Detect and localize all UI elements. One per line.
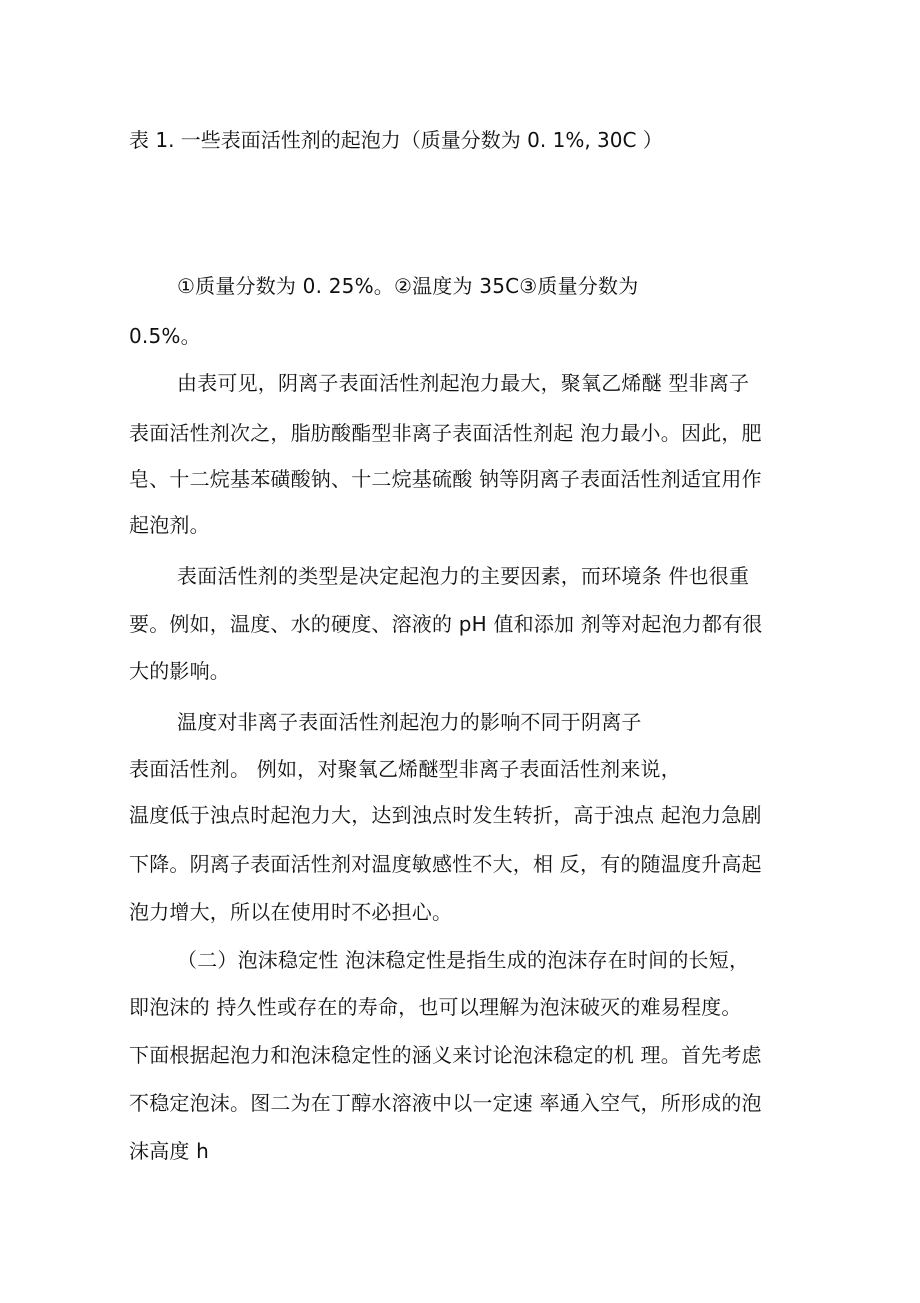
footnote-line: ①质量分数为 0. 25%。②温度为 35C③质量分数为 [177,274,639,298]
section-heading-line: （二）泡沫稳定性 泡沫稳定性是指生成的泡沫存在时间的长短， [177,948,750,972]
paragraph-line: 由表可见，阴离子表面活性剂起泡力最大，聚氧乙烯醚 型非离子 [177,371,750,395]
paragraph-line: 即泡沫的 持久性或存在的寿命，也可以理解为泡沫破灭的难易程度。 [129,995,742,1019]
paragraph-line: 下面根据起泡力和泡沫稳定性的涵义来讨论泡沫稳定的机 理。首先考虑 [129,1043,762,1067]
paragraph-line: 表面活性剂。 例如，对聚氧乙烯醚型非离子表面活性剂来说， [129,757,681,781]
paragraph-line: 皂、十二烷基苯磺酸钠、十二烷基硫酸 钠等阴离子表面活性剂适宜用作 [129,467,762,491]
paragraph-line: 沫高度 h [129,1139,210,1163]
paragraph-line: 表面活性剂次之，脂肪酸酯型非离子表面活性剂起 泡力最小。因此，肥 [129,421,762,445]
paragraph-line: 温度对非离子表面活性剂起泡力的影响不同于阴离子 [177,710,642,734]
table-caption: 表 1. 一些表面活性剂的起泡力（质量分数为 0. 1%, 30C ） [129,128,663,152]
paragraph-line: 表面活性剂的类型是决定起泡力的主要因素，而环境条 件也很重 [177,564,750,588]
paragraph-line: 起泡剂。 [129,513,210,537]
paragraph-line: 下降。阴离子表面活性剂对温度敏感性不大，相 反，有的随温度升高起 [129,852,762,876]
paragraph-line: 不稳定泡沫。图二为在丁醇水溶液中以一定速 率通入空气，所形成的泡 [129,1091,762,1115]
paragraph-line: 大的影响。 [129,659,230,683]
paragraph-line: 要。例如，温度、水的硬度、溶液的 pH 值和添加 剂等对起泡力都有很 [129,612,763,636]
paragraph-line: 泡力增大，所以在使用时不必担心。 [129,900,453,924]
paragraph-line: 温度低于浊点时起泡力大，达到浊点时发生转折，高于浊点 起泡力急剧 [129,803,762,827]
footnote-line: 0.5%。 [129,324,201,348]
